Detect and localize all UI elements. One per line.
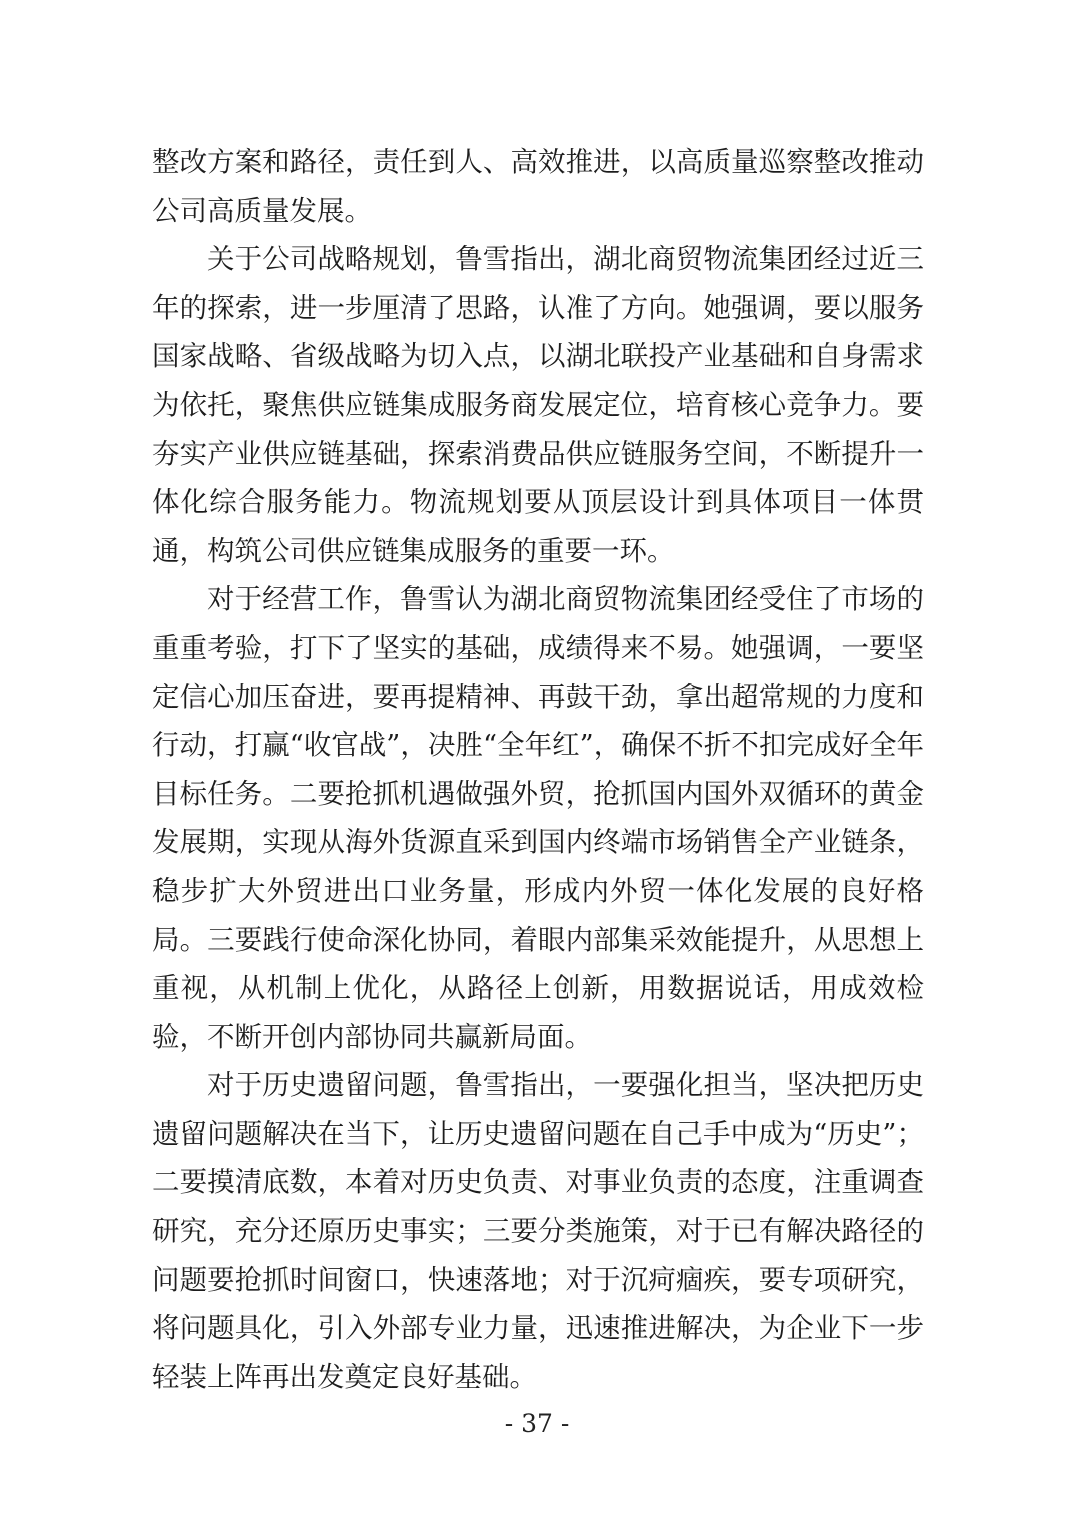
paragraph-legacy-issues: 对于历史遗留问题，鲁雪指出，一要强化担当，坚决把历史遗留问题解决在当下，让历史遗留问题在自己手中成为“历史”；二要摸清底数，本着对历史负责、对事业负责的态度，注重调查研究，充分还原历史事实；三要分类施策，对于已有解决路径的问题要抢抓时间窗口，快速落地；对于沉疴痼疾，要专项研究，将问题具化，引入外部专业力量，迅速推进解决，为企业下一步轻装上阵再出发奠定良好基础。 xyxy=(152,1069,924,1393)
document-body xyxy=(152,138,924,1401)
page-number: - 37 - xyxy=(504,1409,570,1438)
paragraph-operations: 对于经营工作，鲁雪认为湖北商贸物流集团经受住了市场的重重考验，打下了坚实的基础，成绩得来不易。她强调，一要坚定信心加压奋进，要再提精神、再鼓干劲，拿出超常规的力度和行动，打赢“收官战”，决胜“全年红”，确保不折不扣完成好全年目标任务。二要抢抓机遇做强外贸，抢抓国内国外双循环的黄金发展期，实现从海外货源直采到国内终端市场销售全产业链条，稳步扩大外贸进出口业务量，形成内外贸一体化发展的良好格局。三要践行使命深化协同，着眼内部集采效能提升，从思想上重视，从机制上优化，从路径上创新，用数据说话，用成效检验，不断开创内部协同共赢新局面。 xyxy=(152,583,924,1053)
paragraph-rectification-continuation: 整改方案和路径，责任到人、高效推进，以高质量巡察整改推动公司高质量发展。 xyxy=(152,146,924,227)
paragraph-strategy-planning: 关于公司战略规划，鲁雪指出，湖北商贸物流集团经过近三年的探索，进一步厘清了思路，认准了方向。她强调，要以服务国家战略、省级战略为切入点，以湖北联投产业基础和自身需求为依托，聚焦供应链集成服务商发展定位，培育核心竞争力。要夯实产业供应链基础，探索消费品供应链服务空间，不断提升一体化综合服务能力。物流规划要从顶层设计到具体项目一体贯通，构筑公司供应链集成服务的重要一环。 xyxy=(152,243,924,567)
